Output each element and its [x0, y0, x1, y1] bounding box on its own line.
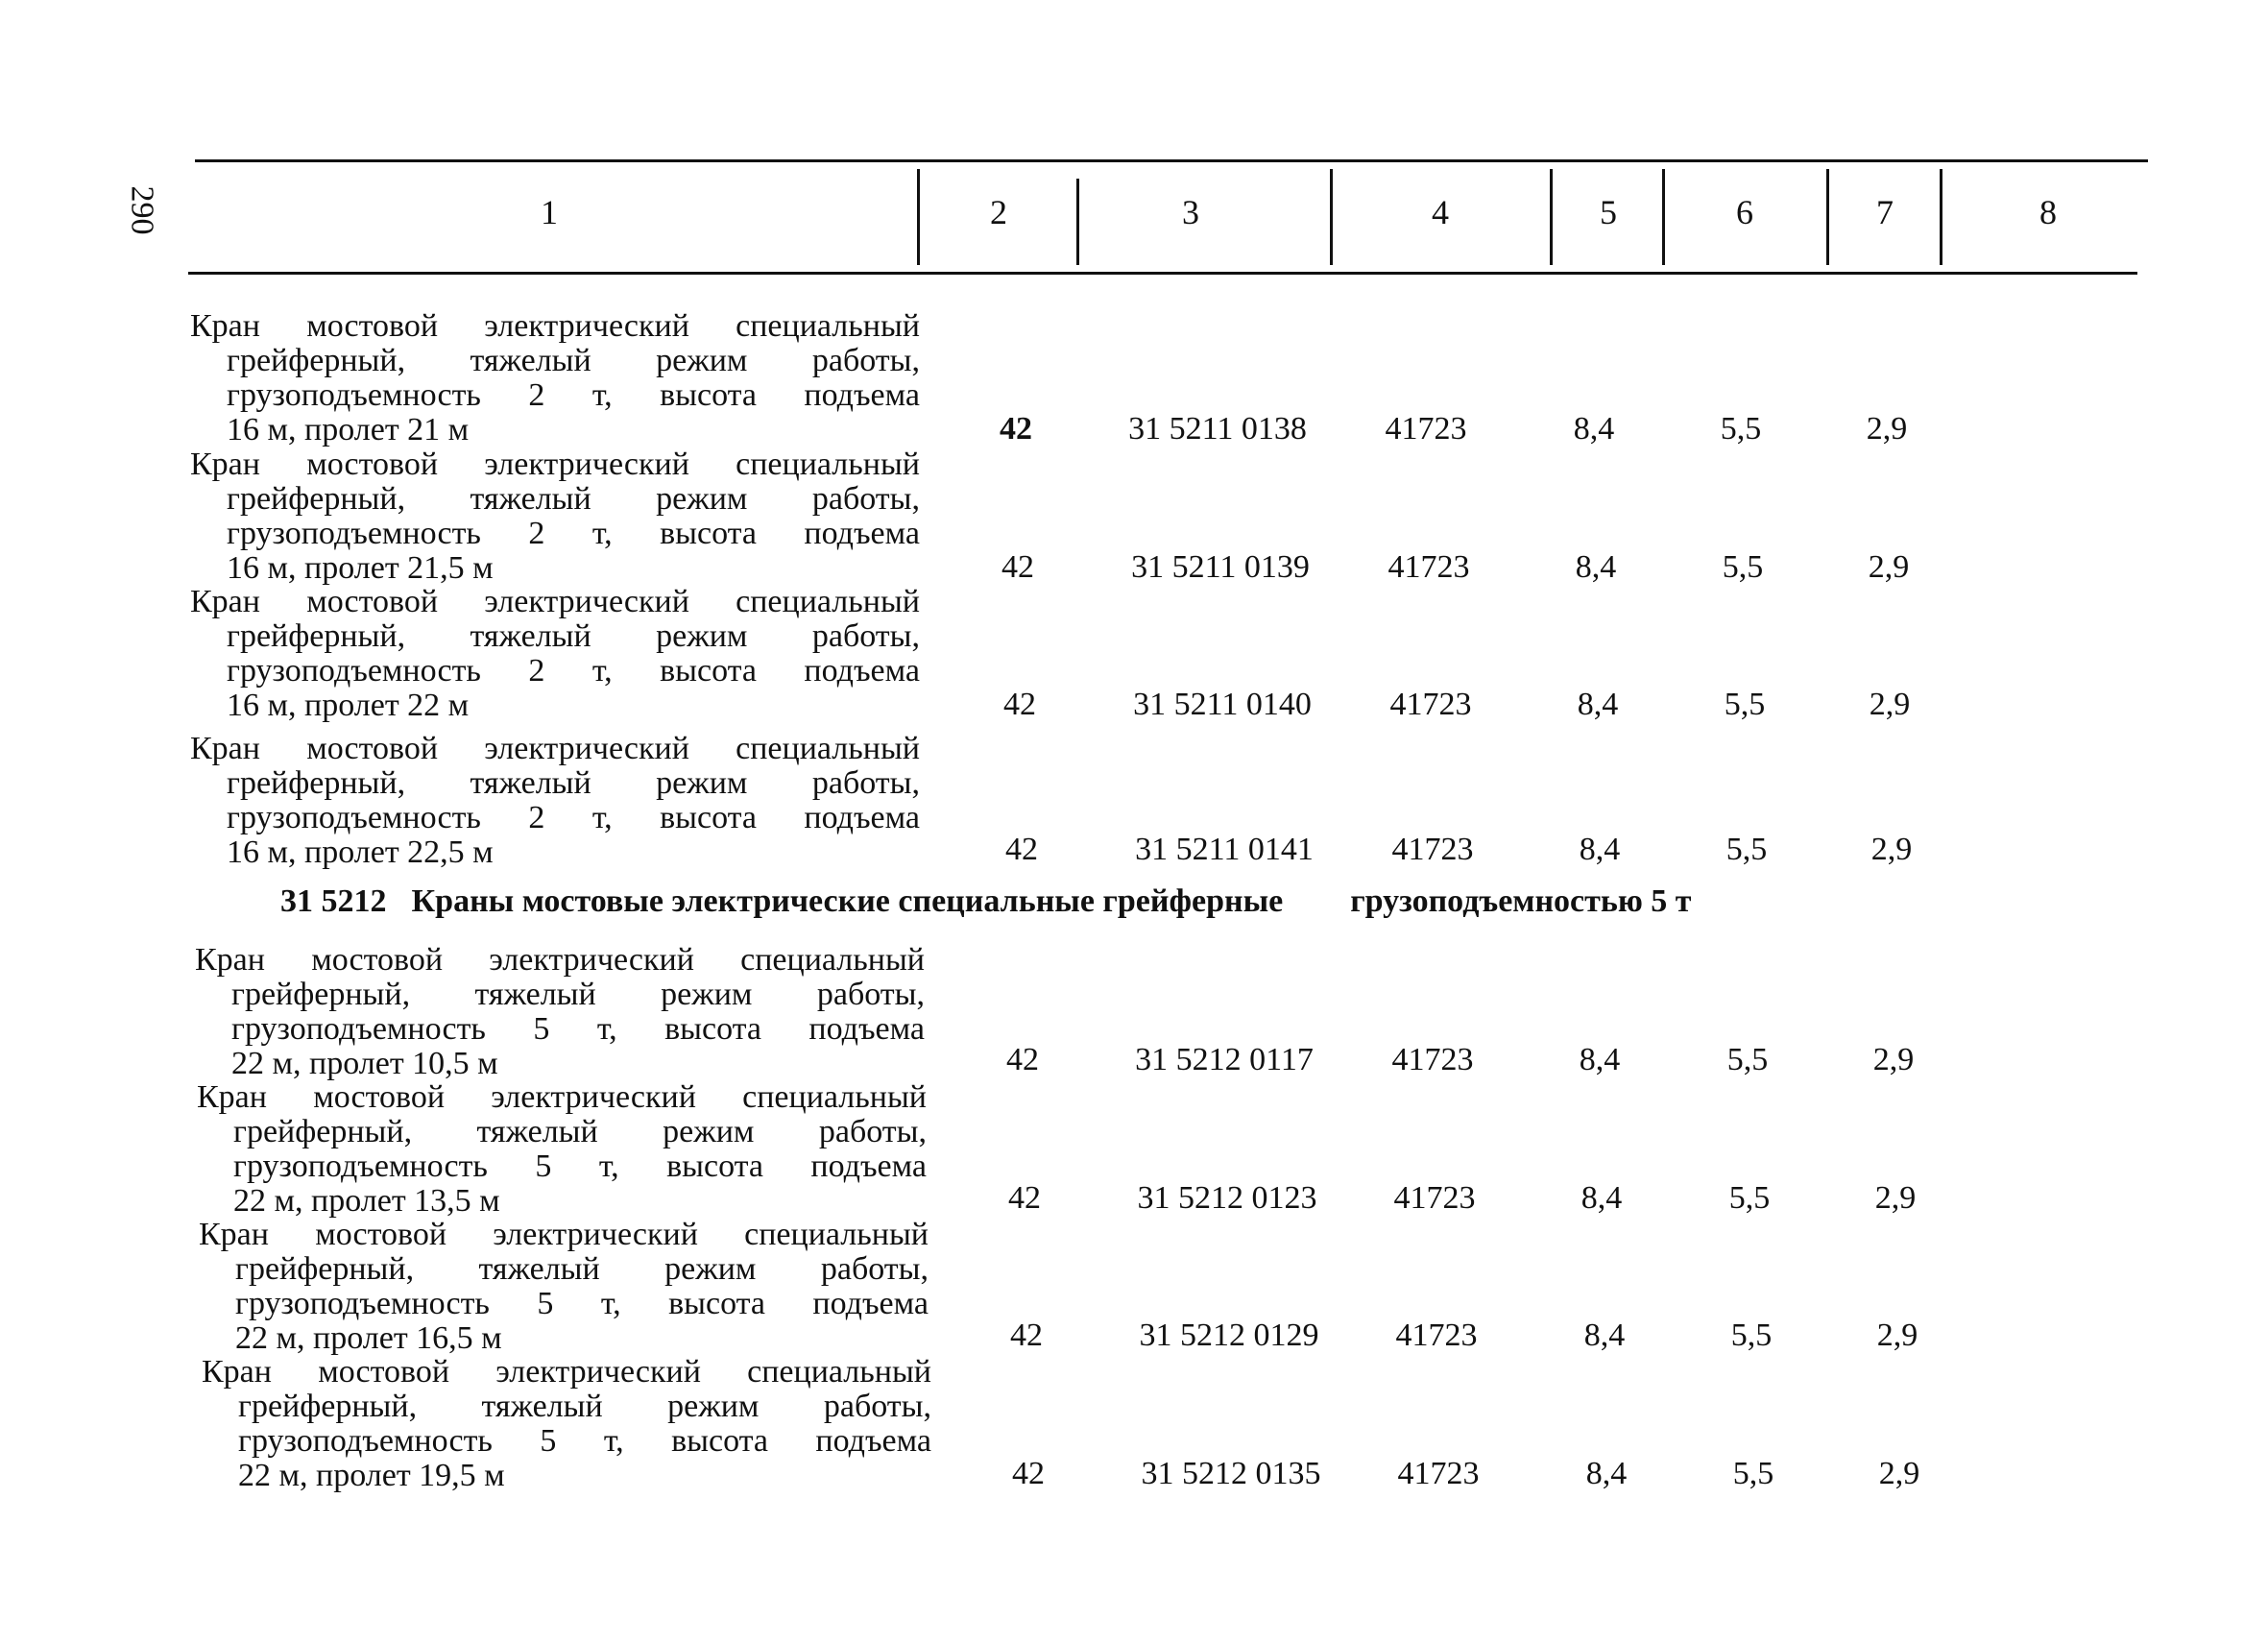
desc-line: Кран мостовой электрический специальный: [199, 1217, 929, 1252]
section-title-cont: грузоподъемностью 5 т: [1350, 883, 1692, 919]
cell-col5: 8,4: [1573, 411, 1615, 447]
cell-col5: 8,4: [1579, 832, 1621, 867]
desc-line: грузоподъемность 5 т, высота подъема: [235, 1286, 929, 1321]
desc-line: грейферный, тяжелый режим работы,: [233, 1114, 927, 1149]
desc-line: грузоподъемность 2 т, высота подъема: [227, 377, 920, 413]
header-divider: [1330, 169, 1333, 265]
cell-col2: 42: [1010, 1318, 1043, 1353]
cell-col6: 5,5: [1728, 1180, 1771, 1216]
page-number: 290: [124, 185, 160, 235]
desc-line: Кран мостовой электрический специальный: [190, 731, 920, 766]
cell-col7: 2,9: [1868, 549, 1910, 585]
desc-line: грузоподъемность 2 т, высота подъема: [227, 800, 920, 835]
column-header-2: 2: [990, 193, 1007, 231]
cell-col2: 42: [1003, 687, 1036, 722]
section-heading: [280, 883, 1692, 920]
desc-line: грузоподъемность 5 т, высота подъема: [238, 1423, 931, 1459]
desc-line: грузоподъемность 2 т, высота подъема: [227, 653, 920, 689]
cell-col3: 31 5211 0138: [1128, 411, 1307, 447]
header-divider: [917, 169, 920, 265]
cell-col7: 2,9: [1878, 1456, 1920, 1491]
desc-line: грейферный, тяжелый режим работы,: [227, 618, 920, 654]
desc-line: 22 м, пролет 10,5 м: [231, 1046, 498, 1081]
cell-col5: 8,4: [1580, 1180, 1623, 1216]
header-divider: [1550, 169, 1553, 265]
cell-col2: 42: [1006, 1042, 1039, 1077]
cell-col4: 41723: [1393, 1180, 1476, 1216]
cell-col3: 31 5212 0123: [1137, 1180, 1317, 1216]
section-title: Краны мостовые электрические специальные грейферные: [411, 883, 1284, 919]
row-description: [202, 1355, 931, 1493]
desc-line: Кран мостовой электрический специальный: [197, 1079, 927, 1115]
header-divider: [1826, 169, 1829, 265]
header-divider: [1940, 169, 1942, 265]
cell-col2: 42: [1008, 1180, 1041, 1216]
cell-col7: 2,9: [1869, 687, 1911, 722]
desc-line: грейферный, тяжелый режим работы,: [227, 343, 920, 378]
desc-line: 16 м, пролет 22 м: [227, 688, 470, 723]
cell-col4: 41723: [1391, 832, 1474, 867]
row-description: [190, 447, 920, 586]
column-header-7: 7: [1876, 193, 1894, 231]
desc-line: Кран мостовой электрический специальный: [195, 942, 925, 978]
cell-col3: 31 5212 0129: [1139, 1318, 1319, 1353]
desc-line: 16 м, пролет 21,5 м: [227, 550, 494, 586]
cell-col5: 8,4: [1579, 1042, 1621, 1077]
row-description: [190, 309, 920, 447]
cell-col6: 5,5: [1730, 1318, 1773, 1353]
row-description: [190, 732, 920, 870]
header-bottom-rule: [188, 272, 2137, 275]
cell-col4: 41723: [1385, 411, 1467, 447]
cell-col3: 31 5211 0140: [1133, 687, 1312, 722]
row-description: [190, 585, 920, 723]
cell-col6: 5,5: [1720, 411, 1762, 447]
header-top-rule: [195, 159, 2148, 162]
cell-col7: 2,9: [1866, 411, 1908, 447]
cell-col5: 8,4: [1585, 1456, 1628, 1491]
cell-col7: 2,9: [1874, 1180, 1917, 1216]
desc-line: Кран мостовой электрический специальный: [202, 1354, 931, 1390]
desc-line: Кран мостовой электрический специальный: [190, 447, 920, 482]
column-header-6: 6: [1736, 193, 1753, 231]
desc-line: грузоподъемность 5 т, высота подъема: [233, 1148, 927, 1184]
column-header-1: 1: [541, 193, 558, 231]
desc-line: грейферный, тяжелый режим работы,: [227, 765, 920, 801]
desc-line: Кран мостовой электрический специальный: [190, 584, 920, 619]
row-description: [199, 1218, 929, 1356]
cell-col6: 5,5: [1726, 1042, 1769, 1077]
desc-line: грейферный, тяжелый режим работы,: [238, 1389, 931, 1424]
desc-line: Кран мостовой электрический специальный: [190, 308, 920, 344]
cell-col3: 31 5211 0141: [1135, 832, 1314, 867]
row-description: [197, 1080, 927, 1219]
cell-col7: 2,9: [1870, 832, 1913, 867]
cell-col5: 8,4: [1577, 687, 1619, 722]
cell-col4: 41723: [1387, 549, 1470, 585]
desc-line: грейферный, тяжелый режим работы,: [231, 977, 925, 1012]
cell-col3: 31 5212 0135: [1141, 1456, 1321, 1491]
desc-line: грейферный, тяжелый режим работы,: [227, 481, 920, 517]
column-header-3: 3: [1182, 193, 1199, 231]
cell-col5: 8,4: [1583, 1318, 1626, 1353]
desc-line: 22 м, пролет 13,5 м: [233, 1183, 500, 1219]
section-code: 31 5212: [280, 883, 387, 919]
row-description: [195, 943, 925, 1081]
cell-col7: 2,9: [1872, 1042, 1915, 1077]
cell-col6: 5,5: [1732, 1456, 1774, 1491]
cell-col7: 2,9: [1876, 1318, 1918, 1353]
header-divider: [1076, 179, 1079, 265]
column-header-5: 5: [1600, 193, 1617, 231]
cell-col2: 42: [1000, 411, 1032, 447]
desc-line: грузоподъемность 5 т, высота подъема: [231, 1011, 925, 1047]
cell-col6: 5,5: [1722, 549, 1764, 585]
cell-col2: 42: [1001, 549, 1034, 585]
desc-line: грузоподъемность 2 т, высота подъема: [227, 516, 920, 551]
column-header-8: 8: [2039, 193, 2057, 231]
desc-line: 16 м, пролет 22,5 м: [227, 834, 494, 870]
column-header-4: 4: [1432, 193, 1449, 231]
cell-col3: 31 5212 0117: [1135, 1042, 1314, 1077]
cell-col5: 8,4: [1575, 549, 1617, 585]
cell-col4: 41723: [1389, 687, 1472, 722]
desc-line: 22 м, пролет 16,5 м: [235, 1320, 502, 1356]
desc-line: 22 м, пролет 19,5 м: [238, 1458, 505, 1493]
cell-col4: 41723: [1395, 1318, 1478, 1353]
header-divider: [1662, 169, 1665, 265]
desc-line: 16 м, пролет 21 м: [227, 412, 470, 447]
cell-col2: 42: [1005, 832, 1038, 867]
cell-col3: 31 5211 0139: [1131, 549, 1310, 585]
cell-col6: 5,5: [1725, 832, 1768, 867]
cell-col6: 5,5: [1724, 687, 1766, 722]
desc-line: грейферный, тяжелый режим работы,: [235, 1251, 929, 1287]
cell-col4: 41723: [1391, 1042, 1474, 1077]
cell-col2: 42: [1012, 1456, 1045, 1491]
cell-col4: 41723: [1397, 1456, 1480, 1491]
